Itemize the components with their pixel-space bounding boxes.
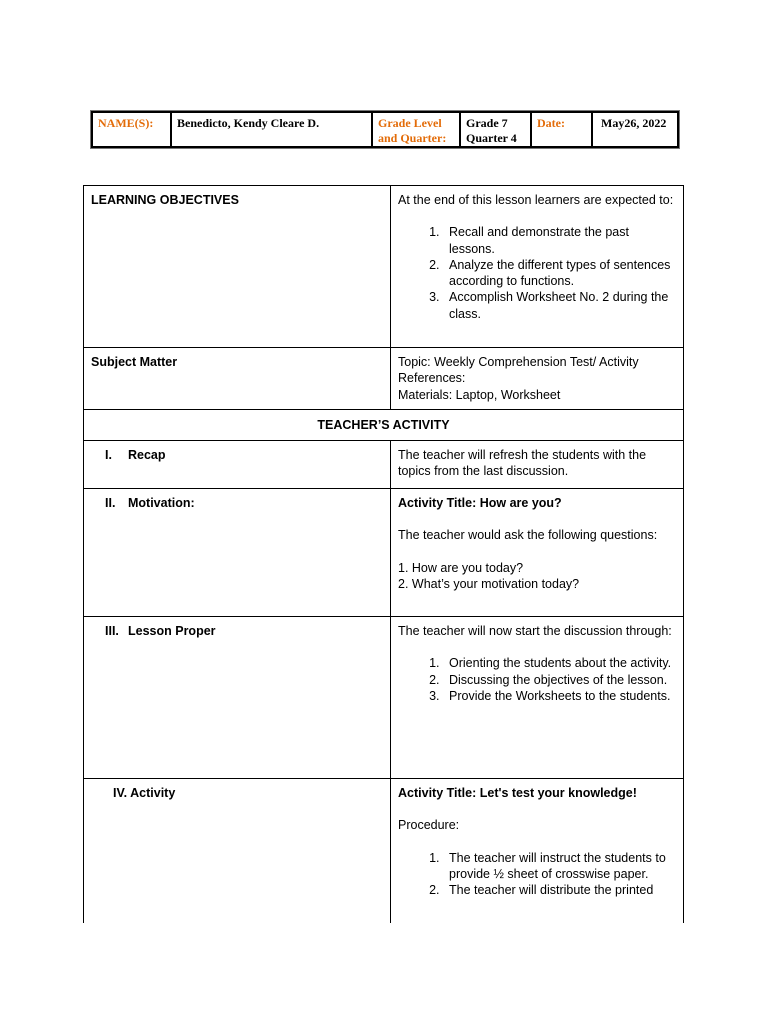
subject-topic: Topic: Weekly Comprehension Test/ Activity bbox=[398, 355, 639, 369]
grade-level-label-line2: and Quarter: bbox=[378, 131, 447, 145]
grade-value-line1: Grade 7 bbox=[466, 116, 508, 130]
list-item: 2. Discussing the objectives of the lesson. bbox=[443, 672, 676, 688]
list-item: 3. Provide the Worksheets to the students. bbox=[443, 688, 676, 704]
activity-procedure-list bbox=[398, 850, 676, 899]
subject-matter-row bbox=[84, 348, 683, 410]
activity-procedure-label: Procedure: bbox=[398, 818, 460, 833]
activity-content bbox=[391, 779, 683, 923]
recap-row bbox=[84, 441, 683, 489]
recap-number: I. bbox=[105, 448, 112, 462]
lesson-proper-list bbox=[398, 655, 676, 704]
list-item: 2. Analyze the different types of sentences according to functions. bbox=[443, 257, 676, 290]
learning-objectives-row bbox=[84, 186, 683, 348]
list-item: 2. The teacher will distribute the printed bbox=[443, 882, 676, 898]
grade-level-value bbox=[461, 113, 532, 146]
recap-label-cell bbox=[84, 441, 391, 488]
lesson-proper-number: III. bbox=[105, 624, 119, 638]
subject-references: References: bbox=[398, 371, 466, 386]
activity-title: Activity Title: Let's test your knowledge! bbox=[398, 786, 637, 800]
list-item: 3. Accomplish Worksheet No. 2 during the class. bbox=[443, 289, 676, 322]
learning-objectives-label: LEARNING OBJECTIVES bbox=[84, 186, 391, 347]
learning-objectives-list bbox=[398, 224, 676, 322]
lesson-proper-intro: The teacher will now start the discussion through: bbox=[398, 624, 672, 638]
list-item: 1. The teacher will instruct the students to provide ½ sheet of crosswise paper. bbox=[443, 850, 676, 883]
motivation-label: Motivation: bbox=[128, 496, 195, 510]
date-value: May26, 2022 bbox=[601, 116, 667, 130]
activity-row bbox=[84, 779, 683, 923]
lesson-proper-content bbox=[391, 617, 683, 778]
activity-label-cell bbox=[84, 779, 391, 923]
subject-matter-label: Subject Matter bbox=[84, 348, 391, 409]
motivation-label-cell bbox=[84, 489, 391, 616]
learning-objectives-intro: At the end of this lesson learners are expected to: bbox=[398, 193, 674, 207]
lesson-proper-label: Lesson Proper bbox=[128, 624, 216, 638]
motivation-content bbox=[391, 489, 683, 616]
header-info-table bbox=[91, 111, 679, 148]
lesson-plan-table bbox=[83, 185, 684, 923]
grade-level-label-line1: Grade Level bbox=[378, 116, 442, 130]
lesson-proper-row bbox=[84, 617, 683, 779]
list-item: 1. Orienting the students about the activity. bbox=[443, 655, 676, 671]
recap-label: Recap bbox=[128, 448, 166, 462]
motivation-intro: The teacher would ask the following questions: bbox=[398, 528, 658, 543]
list-item: 1. Recall and demonstrate the past lessons. bbox=[443, 224, 676, 257]
date-label: Date: bbox=[532, 113, 593, 146]
lesson-proper-label-cell bbox=[84, 617, 391, 778]
teachers-activity-heading: TEACHER’S ACTIVITY bbox=[84, 410, 683, 441]
motivation-title: Activity Title: How are you? bbox=[398, 496, 562, 510]
motivation-question-1: 1. How are you today? bbox=[398, 560, 524, 575]
subject-matter-content bbox=[391, 348, 683, 409]
motivation-question-2: 2. What’s your motivation today? bbox=[398, 576, 580, 591]
activity-label: IV. Activity bbox=[113, 786, 176, 800]
recap-text: The teacher will refresh the students with the topics from the last discussion. bbox=[398, 448, 647, 479]
learning-objectives-content bbox=[391, 186, 683, 347]
motivation-number: II. bbox=[105, 496, 116, 510]
name-value: Benedicto, Kendy Cleare D. bbox=[172, 113, 373, 146]
motivation-row bbox=[84, 489, 683, 617]
grade-value-line2: Quarter 4 bbox=[466, 131, 517, 145]
grade-level-label bbox=[373, 113, 461, 146]
subject-materials: Materials: Laptop, Worksheet bbox=[398, 387, 561, 402]
name-label: NAME(S): bbox=[93, 113, 172, 146]
